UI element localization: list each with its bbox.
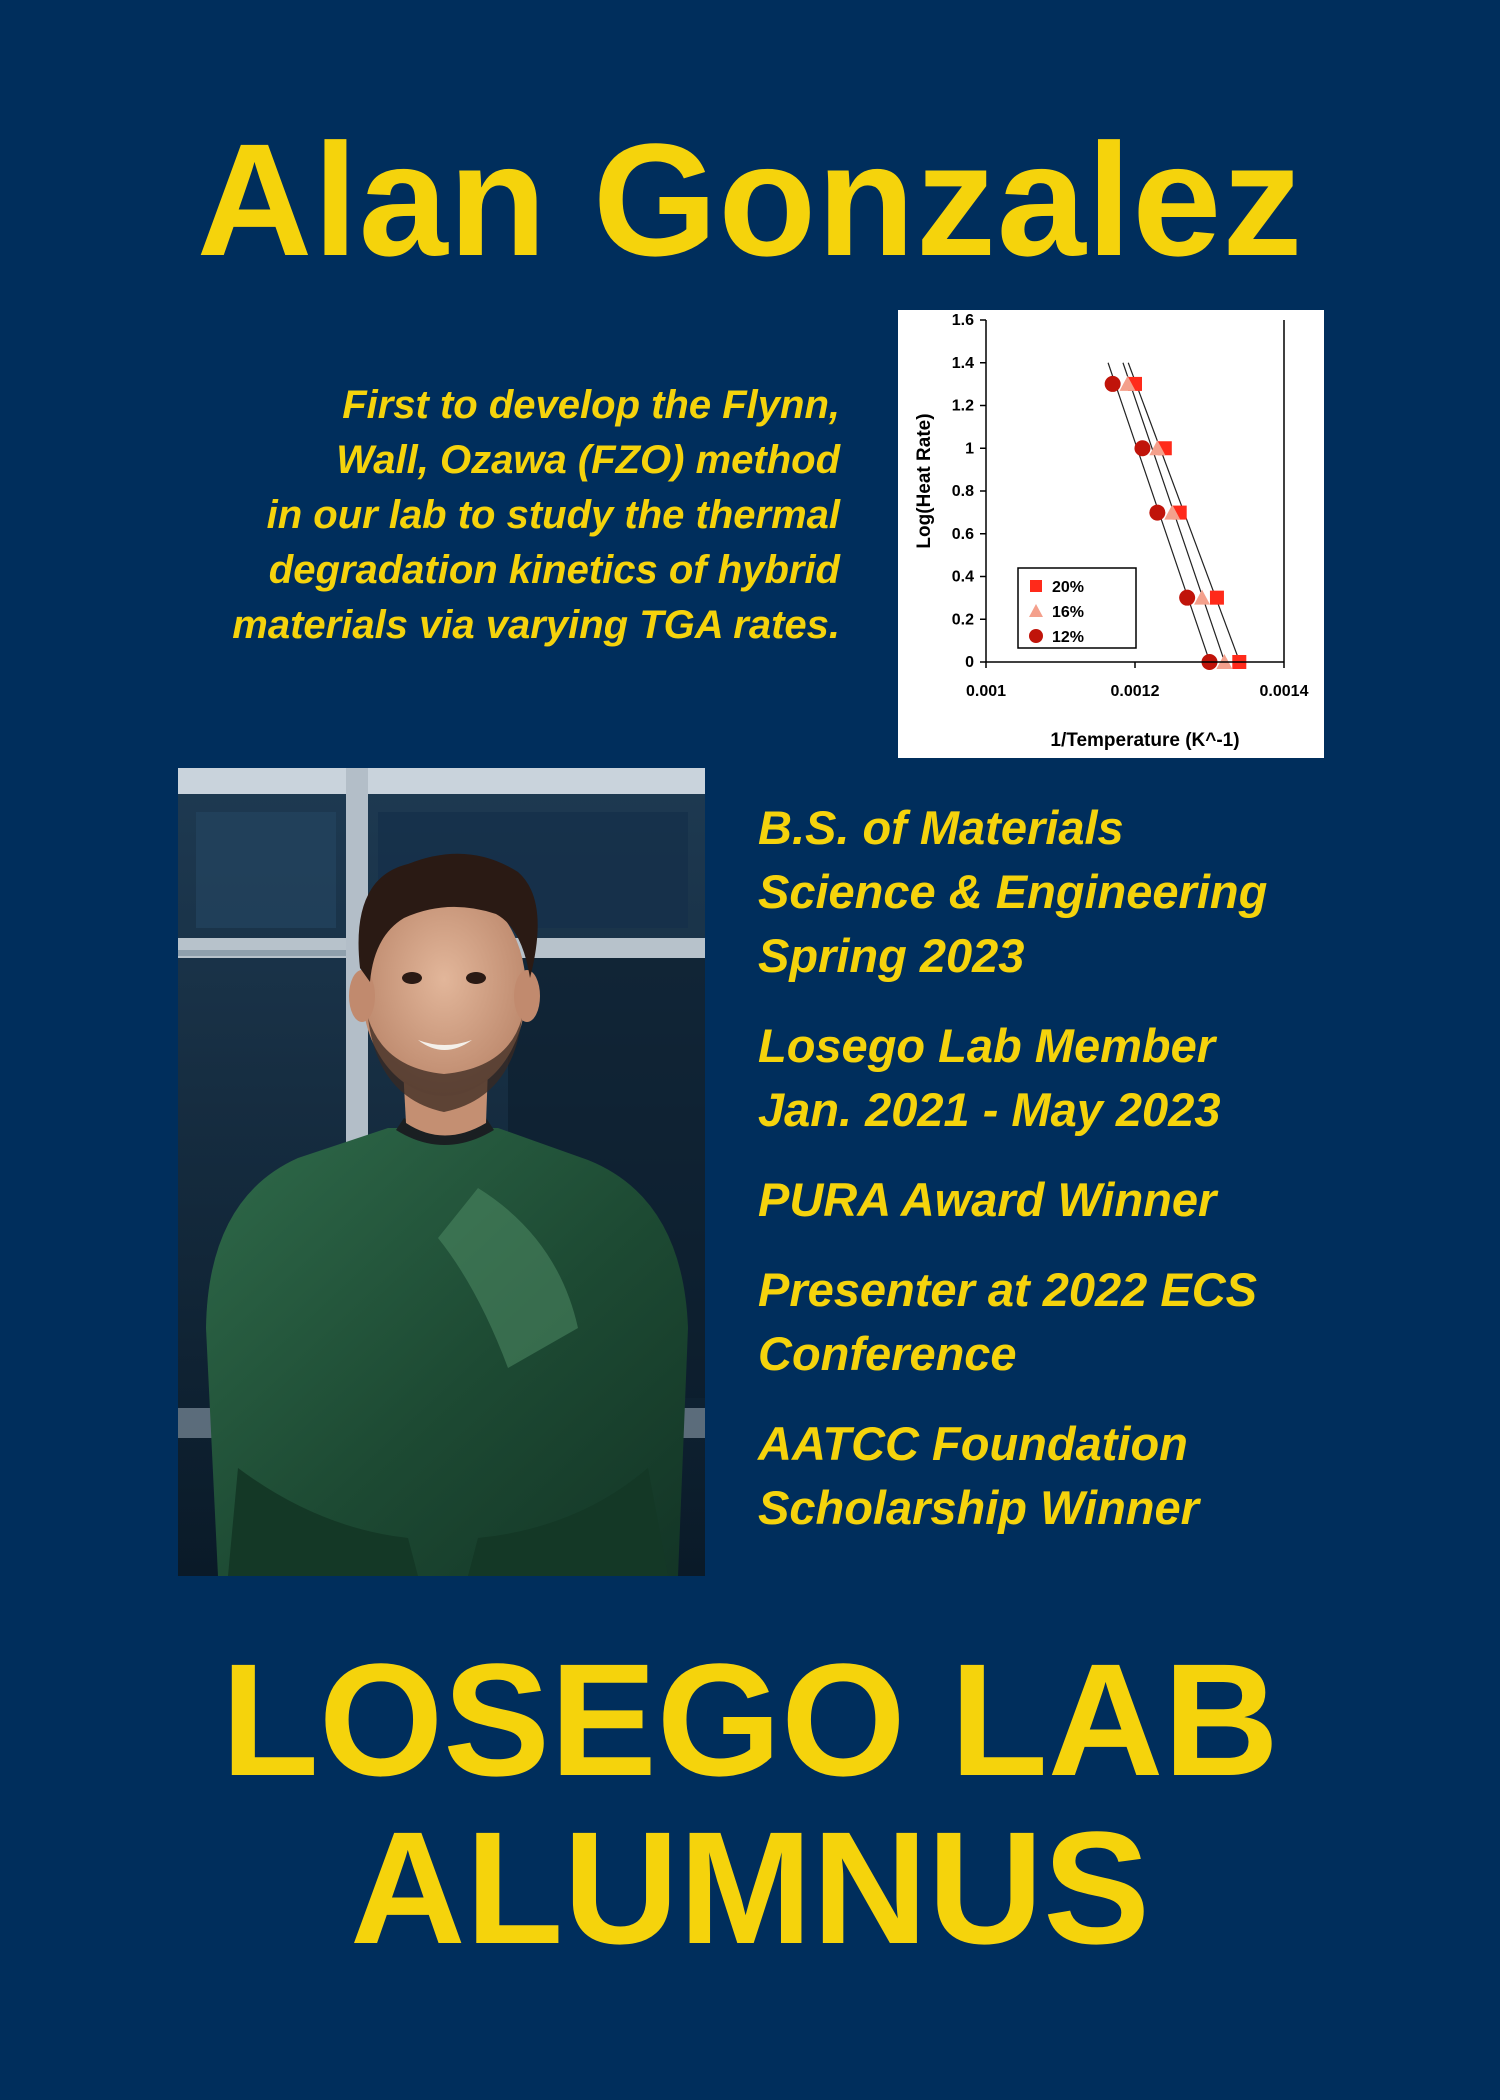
legend-label: 16%: [1052, 604, 1085, 621]
achievement-presentation: [758, 1258, 1458, 1386]
achievement-line: Presenter at 2022 ECS: [758, 1263, 1258, 1316]
y-tick-label: 1: [965, 440, 974, 458]
y-tick-label: 0.2: [951, 611, 974, 629]
y-axis-title: Log(Heat Rate): [914, 413, 935, 549]
summary-line: Wall, Ozawa (FZO) method: [336, 438, 840, 482]
data-point-12%: [1134, 440, 1150, 456]
achievement-scholarship: [758, 1412, 1458, 1540]
achievement-award: [758, 1168, 1458, 1232]
achievement-membership: [758, 1014, 1458, 1142]
achievement-line: AATCC Foundation: [758, 1417, 1188, 1470]
achievement-degree: [758, 796, 1458, 988]
banner-line: LOSEGO LAB: [221, 1630, 1279, 1809]
y-tick-label: 0: [965, 654, 974, 671]
y-tick-label: 0.6: [951, 525, 974, 543]
achievement-line: Losego Lab Member: [758, 1019, 1216, 1072]
summary-line: in our lab to study the thermal: [266, 493, 840, 537]
data-point-16%: [1194, 590, 1210, 605]
portrait-illustration: [178, 768, 705, 1576]
y-tick-label: 1.6: [951, 312, 974, 329]
achievement-line: Conference: [758, 1327, 1017, 1380]
fzo-chart: [898, 310, 1324, 758]
achievement-line: Jan. 2021 - May 2023: [758, 1083, 1221, 1136]
x-tick-label: 0.0014: [1259, 683, 1309, 700]
achievement-line: Science & Engineering: [758, 865, 1268, 918]
achievements-list: [758, 796, 1458, 1566]
legend-label: 12%: [1052, 629, 1085, 646]
research-summary: [80, 378, 840, 653]
achievement-line: Spring 2023: [758, 929, 1025, 982]
x-tick-label: 0.0012: [1110, 683, 1160, 700]
achievement-line: PURA Award Winner: [758, 1173, 1217, 1226]
name-title: Alan Gonzalez: [196, 110, 1304, 289]
legend-marker-20%: [1030, 580, 1042, 592]
y-tick-label: 1.2: [951, 397, 974, 415]
y-tick-label: 1.4: [951, 354, 974, 372]
chart-svg: [898, 310, 1324, 758]
alumnus-banner: [0, 1630, 1500, 1977]
achievement-line: Scholarship Winner: [758, 1481, 1199, 1534]
data-point-20%: [1210, 591, 1224, 605]
portrait-photo: [178, 768, 705, 1576]
summary-line: materials via varying TGA rates.: [232, 603, 840, 647]
data-point-12%: [1179, 590, 1195, 606]
banner-line: ALUMNUS: [350, 1798, 1150, 1977]
legend-label: 20%: [1052, 579, 1085, 596]
summary-line: First to develop the Flynn,: [342, 383, 840, 427]
x-axis-title: 1/Temperature (K^-1): [1050, 730, 1240, 751]
x-tick-label: 0.001: [965, 683, 1007, 700]
y-tick-label: 0.8: [951, 483, 974, 500]
data-point-12%: [1105, 376, 1121, 392]
summary-line: degradation kinetics of hybrid: [268, 548, 840, 592]
data-point-12%: [1149, 505, 1165, 521]
y-tick-label: 0.4: [951, 568, 974, 586]
legend-marker-12%: [1029, 629, 1043, 643]
achievement-line: B.S. of Materials: [758, 801, 1124, 854]
